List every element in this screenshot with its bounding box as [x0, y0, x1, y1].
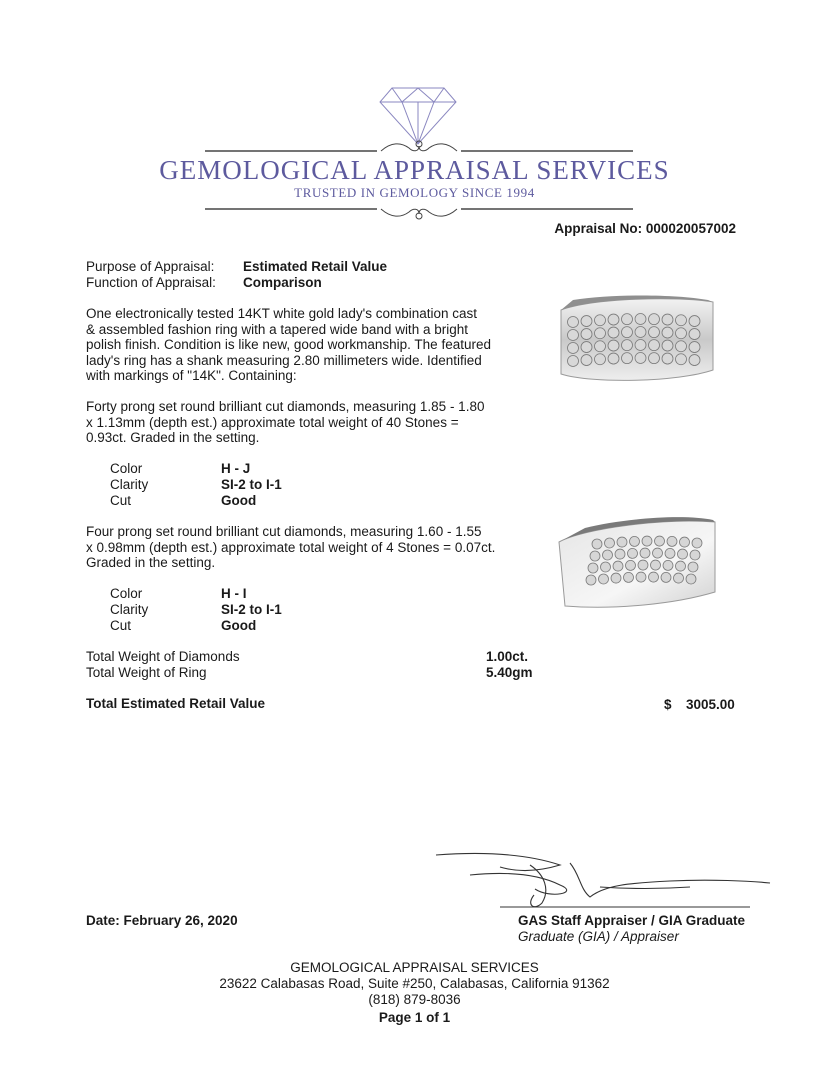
pave-diamond — [676, 354, 687, 365]
appraisal-date: Date: February 26, 2020 — [86, 913, 238, 928]
pave-diamond — [622, 314, 633, 325]
diamond-logo-icon — [378, 86, 458, 146]
pave-diamond — [680, 537, 690, 547]
pave-diamond — [662, 340, 673, 351]
pave-diamond — [674, 573, 684, 583]
pave-diamond — [599, 574, 609, 584]
pave-diamond — [628, 548, 638, 558]
stones2-line: x 0.98mm (depth est.) approximate total weight of 4 Stones = 0.07ct. — [86, 539, 496, 555]
stones1-clarity-label: Clarity — [110, 477, 149, 492]
pave-diamond — [581, 342, 592, 353]
pave-diamond — [595, 341, 606, 352]
stones2-cut-value: Good — [221, 618, 257, 633]
page-number: Page 1 of 1 — [378, 1010, 451, 1025]
pave-diamond — [601, 562, 611, 572]
pave-diamond — [611, 573, 621, 583]
pave-diamond — [667, 536, 677, 546]
pave-diamond — [622, 340, 633, 351]
total-diamonds-label: Total Weight of Diamonds — [86, 649, 240, 664]
pave-diamond — [635, 314, 646, 325]
tagline: TRUSTED IN GEMOLOGY SINCE 1994 — [294, 185, 535, 200]
appraiser-title: GAS Staff Appraiser / GIA Graduate — [518, 913, 746, 928]
footer-address: 23622 Calabasas Road, Suite #250, Calabasas, California 91362 — [219, 976, 610, 991]
function-label: Function of Appraisal: — [86, 275, 216, 290]
stones1-description — [86, 399, 498, 446]
pave-diamond — [649, 340, 660, 351]
pave-diamond — [590, 551, 600, 561]
description-line: lady's ring has a shank measuring 2.80 millimeters wide. Identified — [86, 352, 482, 368]
description-line: One electronically tested 14KT white gold lady's combination cast — [86, 306, 478, 321]
pave-diamond — [649, 353, 660, 364]
pave-diamond — [586, 575, 596, 585]
total-ring-value: 5.40gm — [486, 665, 533, 680]
total-retail-value: 3005.00 — [686, 697, 735, 712]
pave-diamond — [622, 327, 633, 338]
pave-diamond — [689, 316, 700, 327]
description-line: & assembled fashion ring with a tapered wide band with a bright — [86, 321, 468, 337]
pave-diamond — [581, 316, 592, 327]
pave-diamond — [678, 549, 688, 559]
stones2-line: Four prong set round brilliant cut diamonds, measuring 1.60 - 1.55 — [86, 524, 482, 539]
appraiser-subtitle: Graduate (GIA) / Appraiser — [518, 929, 679, 944]
pave-diamond — [640, 548, 650, 558]
pave-diamond — [636, 572, 646, 582]
pave-diamond — [638, 560, 648, 570]
total-ring-label: Total Weight of Ring — [86, 665, 207, 680]
pave-diamond — [653, 548, 663, 558]
org-name: GEMOLOGICAL APPRAISAL SERVICES — [159, 155, 670, 185]
appraisal-number: Appraisal No: 000020057002 — [554, 221, 736, 236]
pave-diamond — [630, 536, 640, 546]
stones2-clarity-label: Clarity — [110, 602, 149, 617]
pave-diamond — [662, 314, 673, 325]
stones1-line: x 1.13mm (depth est.) approximate total weight of 40 Stones = — [86, 414, 459, 430]
pave-diamond — [608, 314, 619, 325]
total-retail-label: Total Estimated Retail Value — [86, 696, 266, 711]
pave-diamond — [661, 572, 671, 582]
stones1-line: 0.93ct. Graded in the setting. — [86, 430, 260, 446]
pave-diamond — [692, 538, 702, 548]
purpose-value: Estimated Retail Value — [243, 259, 388, 274]
pave-diamond — [622, 353, 633, 364]
stones1-clarity-value: SI-2 to I-1 — [221, 477, 282, 492]
description-line: with markings of "14K". Containing: — [86, 368, 297, 384]
pave-diamond — [624, 572, 634, 582]
pave-diamond — [626, 560, 636, 570]
pave-diamond — [568, 317, 579, 328]
pave-diamond — [608, 327, 619, 338]
stones1-line: Forty prong set round brilliant cut diamonds, measuring 1.85 - 1.80 — [86, 399, 485, 414]
function-value: Comparison — [243, 275, 322, 290]
ring-photo-angle — [555, 514, 720, 614]
pave-diamond — [649, 572, 659, 582]
pave-diamond — [608, 353, 619, 364]
pave-diamond — [662, 353, 673, 364]
pave-diamond — [603, 550, 613, 560]
purpose-label: Purpose of Appraisal: — [86, 259, 215, 274]
pave-diamond — [676, 561, 686, 571]
description-line: polish finish. Condition is like new, good workmanship. The featured — [86, 337, 491, 353]
footer-phone: (818) 879-8036 — [368, 992, 461, 1007]
stones1-cut-value: Good — [221, 493, 257, 508]
pave-diamond — [568, 343, 579, 354]
ring-photo-front — [553, 292, 718, 388]
stones2-color-label: Color — [110, 586, 143, 601]
currency-symbol: $ — [664, 697, 672, 712]
pave-diamond — [676, 315, 687, 326]
pave-diamond — [581, 329, 592, 340]
total-diamonds-value: 1.00ct. — [486, 649, 529, 664]
pave-diamond — [595, 328, 606, 339]
pave-diamond — [665, 548, 675, 558]
pave-diamond — [663, 560, 673, 570]
pave-diamond — [592, 539, 602, 549]
stones2-cut-label: Cut — [110, 618, 132, 633]
stones2-line: Graded in the setting. — [86, 555, 216, 571]
pave-diamond — [662, 327, 673, 338]
pave-diamond — [686, 574, 696, 584]
footer-company: GEMOLOGICAL APPRAISAL SERVICES — [290, 960, 539, 975]
pave-diamond — [617, 537, 627, 547]
pave-diamond — [588, 563, 598, 573]
stones1-color-label: Color — [110, 461, 143, 476]
ring-description — [86, 306, 498, 384]
pave-diamond — [613, 561, 623, 571]
pave-diamond — [688, 562, 698, 572]
pave-diamond — [689, 342, 700, 353]
stones2-clarity-value: SI-2 to I-1 — [221, 602, 282, 617]
pave-diamond — [649, 327, 660, 338]
header-ornament-bottom — [205, 200, 633, 222]
pave-diamond — [581, 355, 592, 366]
stones2-color-value: H - I — [221, 586, 247, 601]
pave-diamond — [651, 560, 661, 570]
pave-diamond — [605, 538, 615, 548]
stones1-cut-label: Cut — [110, 493, 132, 508]
pave-diamond — [676, 341, 687, 352]
pave-diamond — [676, 328, 687, 339]
pave-diamond — [689, 329, 700, 340]
pave-diamond — [568, 356, 579, 367]
pave-diamond — [635, 340, 646, 351]
pave-diamond — [595, 354, 606, 365]
pave-diamond — [595, 315, 606, 326]
pave-diamond — [690, 550, 700, 560]
pave-diamond — [635, 327, 646, 338]
pave-diamond — [635, 353, 646, 364]
pave-diamond — [689, 355, 700, 366]
stones2-description — [86, 524, 498, 571]
pave-diamond — [649, 314, 660, 325]
appraiser-signature — [430, 845, 775, 915]
pave-diamond — [642, 536, 652, 546]
pave-diamond — [655, 536, 665, 546]
pave-diamond — [608, 340, 619, 351]
stones1-color-value: H - J — [221, 461, 251, 476]
pave-diamond — [568, 330, 579, 341]
pave-diamond — [615, 549, 625, 559]
